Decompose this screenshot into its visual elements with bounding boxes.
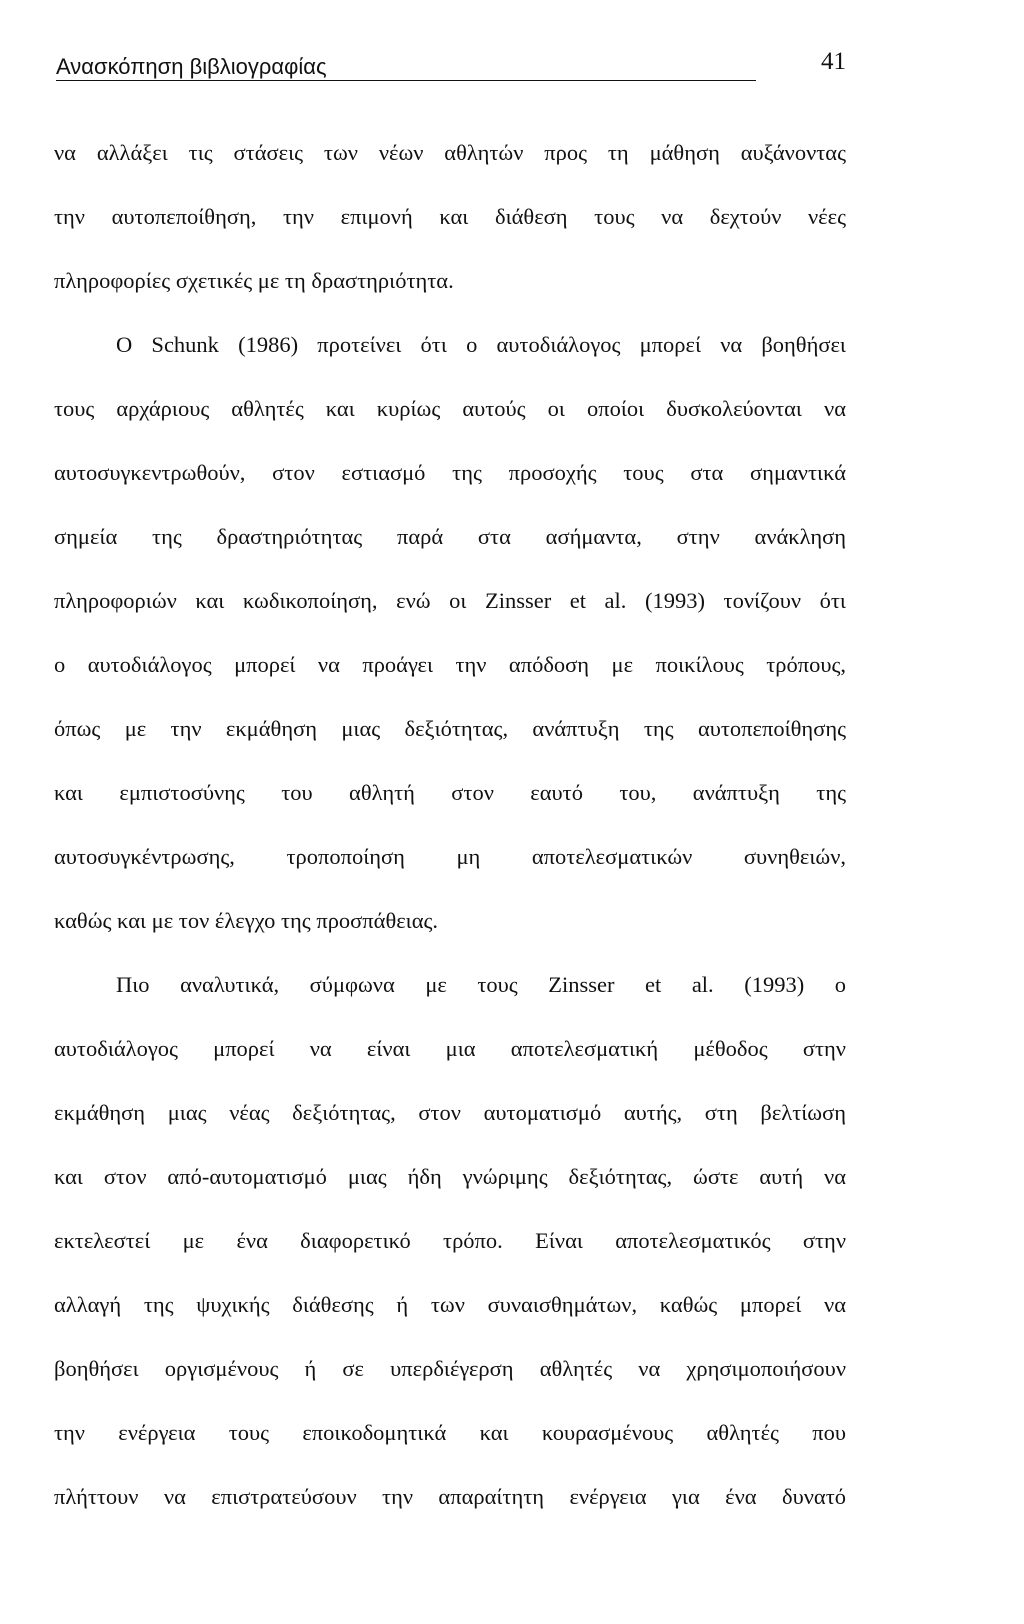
text-line: αυτοσυγκέντρωσης, τροποποίηση μη αποτελεσματικών συνηθειών, <box>54 844 846 869</box>
text-line: πλήττουν να επιστρατεύσουν την απαραίτητη ενέργεια για ένα δυνατό <box>54 1484 846 1509</box>
text-line: να αλλάξει τις στάσεις των νέων αθλητών προς τη μάθηση αυξάνοντας <box>54 140 846 165</box>
text-line: αλλαγή της ψυχικής διάθεσης ή των συναισθημάτων, καθώς μπορεί να <box>54 1292 846 1317</box>
running-header <box>56 48 846 84</box>
text-line: αυτοδιάλογος μπορεί να είναι μια αποτελεσματική μέθοδος στην <box>54 1036 846 1061</box>
page-number: 41 <box>821 48 846 75</box>
text-line: αυτοσυγκεντρωθούν, στον εστιασμό της προσοχής τους στα σημαντικά <box>54 460 846 485</box>
text-line: την αυτοπεποίθηση, την επιμονή και διάθεση τους να δεχτούν νέες <box>54 204 846 229</box>
body-text <box>54 121 846 1529</box>
text-line: Πιο αναλυτικά, σύμφωνα με τους Zinsser et al. (1993) ο <box>116 972 846 997</box>
text-line: σημεία της δραστηριότητας παρά στα ασήμαντα, στην ανάκληση <box>54 524 846 549</box>
text-line: την ενέργεια τους εποικοδομητικά και κουρασμένους αθλητές που <box>54 1420 846 1445</box>
text-line: εκμάθηση μιας νέας δεξιότητας, στον αυτοματισμό αυτής, στη βελτίωση <box>54 1100 846 1125</box>
text-line: εκτελεστεί με ένα διαφορετικό τρόπο. Είναι αποτελεσματικός στην <box>54 1228 846 1253</box>
text-line: Ο Schunk (1986) προτείνει ότι ο αυτοδιάλογος μπορεί να βοηθήσει <box>116 332 846 357</box>
text-line: πληροφοριών και κωδικοποίηση, ενώ οι Zinsser et al. (1993) τονίζουν ότι <box>54 588 846 613</box>
text-line: καθώς και με τον έλεγχο της προσπάθειας. <box>54 908 439 933</box>
text-line: βοηθήσει οργισμένους ή σε υπερδιέγερση αθλητές να χρησιμοποιήσουν <box>54 1356 846 1381</box>
text-line: τους αρχάριους αθλητές και κυρίως αυτούς οι οποίοι δυσκολεύονται να <box>54 396 846 421</box>
text-line: και στον από-αυτοματισμό μιας ήδη γνώριμης δεξιότητας, ώστε αυτή να <box>54 1164 846 1189</box>
text-line: ο αυτοδιάλογος μπορεί να προάγει την απόδοση με ποικίλους τρόπους, <box>54 652 846 677</box>
text-line: όπως με την εκμάθηση μιας δεξιότητας, ανάπτυξη της αυτοπεποίθησης <box>54 716 846 741</box>
header-rule <box>56 80 756 81</box>
text-line: πληροφορίες σχετικές με τη δραστηριότητα. <box>54 268 454 293</box>
header-title: Ανασκόπηση βιβλιογραφίας <box>56 54 327 79</box>
text-line: και εμπιστοσύνης του αθλητή στον εαυτό του, ανάπτυξη της <box>54 780 846 805</box>
